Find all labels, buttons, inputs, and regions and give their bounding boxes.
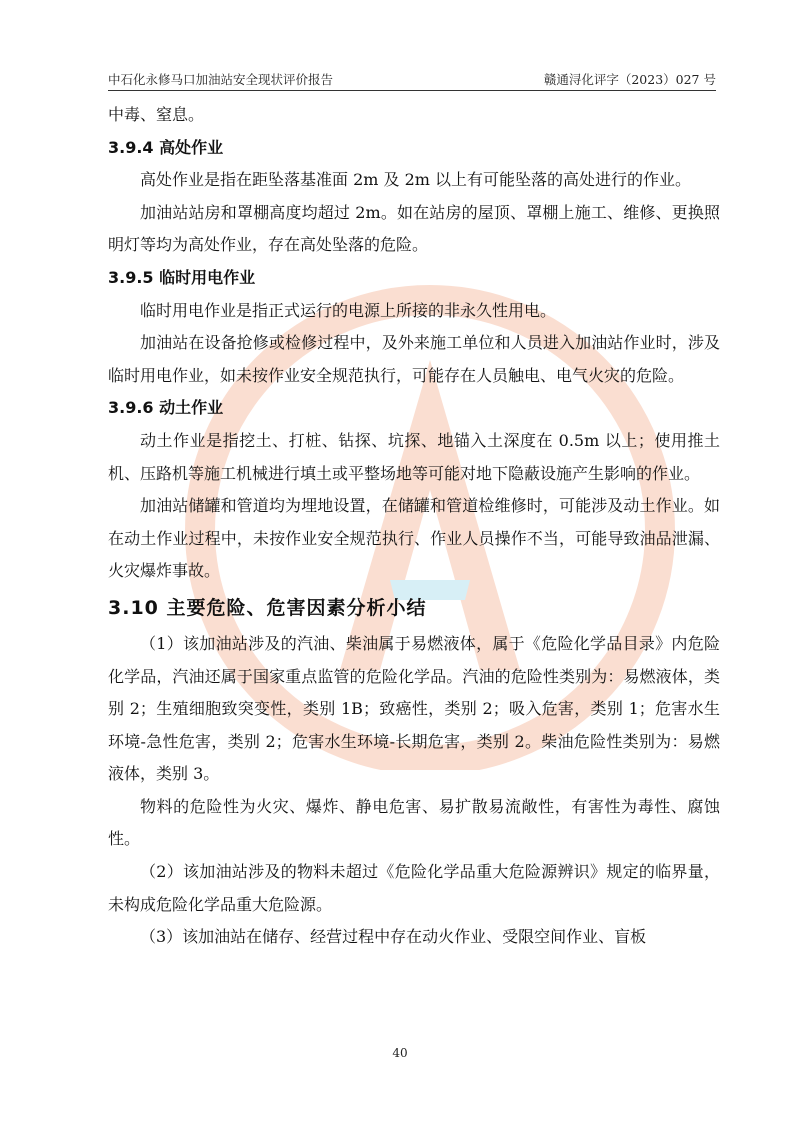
paragraph: 加油站在设备抢修或检修过程中，及外来施工单位和人员进入加油站作业时，涉及临时用电作业，如未按作业安全规范执行，可能存在人员触电、电气火灾的危险。: [108, 333, 720, 385]
section-heading-3-10: 3.10 主要危险、危害因素分析小结: [108, 596, 427, 619]
paragraph: （3）该加油站在储存、经营过程中存在动火作业、受限空间作业、盲板: [140, 927, 647, 947]
page-number: 40: [392, 1046, 408, 1060]
section-heading-3-9-5: 3.9.5 临时用电作业: [108, 267, 256, 287]
paragraph: 动土作业是指挖土、打桩、钻探、坑探、地锚入土深度在 0.5m 以上；使用推土机、压路机等施工机械进行填土或平整场地等可能对地下隐蔽设施产生影响的作业。: [108, 430, 720, 483]
paragraph: 加油站储罐和管道均为埋地设置，在储罐和管道检维修时，可能涉及动土作业。如在动土作业过程中，未按作业安全规范执行、作业人员操作不当，可能导致油品泄漏、火灾爆炸事故。: [108, 496, 720, 581]
paragraph: 临时用电作业是指正式运行的电源上所接的非永久性用电。: [140, 300, 557, 320]
header-rule: [108, 90, 716, 91]
paragraph: （2）该加油站涉及的物料未超过《危险化学品重大危险源辨识》规定的临界量，未构成危险化学品重大危险源。: [108, 862, 720, 914]
section-heading-3-9-4: 3.9.4 高处作业: [108, 137, 224, 157]
section-heading-3-9-6: 3.9.6 动土作业: [108, 398, 224, 418]
header-report-number: 赣通浔化评字（2023）027 号: [543, 72, 716, 87]
page-header: [108, 70, 716, 90]
document-body: [108, 99, 720, 954]
paragraph: （1）该加油站涉及的汽油、柴油属于易燃液体，属于《危险化学品目录》内危险化学品，汽油还属于国家重点监管的危险化学品。汽油的危险性类别为：易燃液体，类别 2；生殖细胞致突变性，类别 1B；致癌性，类别 2；吸入危害，类别 1；危害水生环境-急性危害，类别 2；危害水生环境-长期危害，类别 2。柴油危险性类别为：易燃液体，类别 3。: [108, 633, 720, 784]
paragraph: 中毒、窒息。: [108, 105, 205, 124]
header-report-title: 中石化永修马口加油站安全现状评价报告: [108, 72, 334, 87]
paragraph: 物料的危险性为火灾、爆炸、静电危害、易扩散易流敞性，有害性为毒性、腐蚀性。: [108, 796, 720, 849]
paragraph: 高处作业是指在距坠落基准面 2m 及 2m 以上有可能坠落的高处进行的作业。: [140, 170, 692, 190]
paragraph: 加油站站房和罩棚高度均超过 2m。如在站房的屋顶、罩棚上施工、维修、更换照明灯等均为高处作业，存在高处坠落的危险。: [108, 202, 720, 255]
